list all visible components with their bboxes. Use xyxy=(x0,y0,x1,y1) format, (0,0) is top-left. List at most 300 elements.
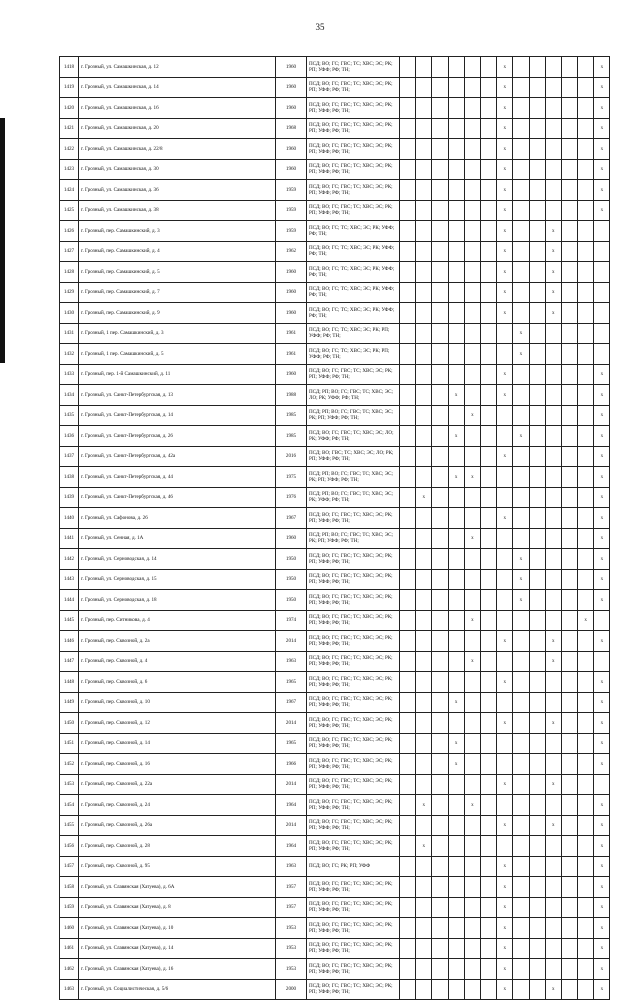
mark-cell xyxy=(464,303,480,324)
address-cell: г. Грозный, пер. Ситниковa, д. 4 xyxy=(79,610,276,631)
mark-cell xyxy=(448,241,464,262)
mark-cell: x xyxy=(497,98,513,119)
mark-cell xyxy=(497,467,513,488)
mark-cell xyxy=(480,528,496,549)
mark-cell xyxy=(464,508,480,529)
year-cell: 2016 xyxy=(276,446,307,467)
mark-cell: x xyxy=(497,139,513,160)
row-number: 1461 xyxy=(60,938,79,959)
works-cell: ПСД; ВО; ГС; ГВС; ТС; ХВС; ЭС; РК; РП; УФФ; РФ; ТН; xyxy=(307,159,400,180)
address-cell: г. Грозный, ул. Славянская (Хатуева), д. 14 xyxy=(79,938,276,959)
mark-cell xyxy=(545,836,561,857)
mark-cell: x xyxy=(594,426,610,447)
mark-cell: x xyxy=(513,549,529,570)
mark-cell xyxy=(529,426,545,447)
mark-cell: x xyxy=(513,569,529,590)
mark-cell: x xyxy=(497,959,513,980)
mark-cell: x xyxy=(594,385,610,406)
mark-cell xyxy=(513,795,529,816)
mark-cell xyxy=(497,344,513,365)
mark-cell xyxy=(480,877,496,898)
mark-cell xyxy=(513,979,529,1000)
works-cell: ПСД; ВО; ГС; ГВС; ТС; ХВС; ЭС; РК; РП; УФФ; РФ; ТН; xyxy=(307,815,400,836)
mark-cell xyxy=(448,487,464,508)
row-number: 1429 xyxy=(60,282,79,303)
mark-cell xyxy=(416,549,432,570)
mark-cell xyxy=(529,795,545,816)
mark-cell xyxy=(545,344,561,365)
mark-cell: x xyxy=(594,364,610,385)
mark-cell xyxy=(480,672,496,693)
mark-cell xyxy=(400,938,416,959)
mark-cell xyxy=(432,200,448,221)
mark-cell xyxy=(545,549,561,570)
address-cell: г. Грозный, пер. Сквозной, д. 2а xyxy=(79,631,276,652)
mark-cell xyxy=(513,713,529,734)
mark-cell xyxy=(448,918,464,939)
works-cell: ПСД; ВО; ГС; ГВС; ТС; ХВС; ЭС; РК; РП; УФФ; РФ; ТН; xyxy=(307,692,400,713)
mark-cell xyxy=(545,938,561,959)
table-row xyxy=(60,98,610,119)
mark-cell xyxy=(416,159,432,180)
mark-cell xyxy=(480,754,496,775)
mark-cell xyxy=(480,405,496,426)
mark-cell xyxy=(432,918,448,939)
mark-cell xyxy=(513,508,529,529)
mark-cell xyxy=(513,774,529,795)
year-cell: 1950 xyxy=(276,549,307,570)
mark-cell xyxy=(400,733,416,754)
mark-cell xyxy=(432,221,448,242)
mark-cell xyxy=(513,98,529,119)
mark-cell xyxy=(416,590,432,611)
mark-cell xyxy=(545,856,561,877)
mark-cell xyxy=(594,303,610,324)
mark-cell xyxy=(545,959,561,980)
mark-cell: x xyxy=(464,405,480,426)
mark-cell xyxy=(497,569,513,590)
mark-cell xyxy=(480,938,496,959)
mark-cell xyxy=(448,672,464,693)
works-cell: ПСД; ВО; ГС; ТС; ХВС; ЭС; РК; УФФ; РФ; ТН; xyxy=(307,262,400,283)
mark-cell xyxy=(400,590,416,611)
mark-cell xyxy=(545,754,561,775)
mark-cell xyxy=(432,303,448,324)
mark-cell xyxy=(464,692,480,713)
mark-cell xyxy=(448,57,464,78)
address-cell: г. Грозный, пер. Самашкинский, д. 9 xyxy=(79,303,276,324)
row-number: 1449 xyxy=(60,692,79,713)
mark-cell xyxy=(416,180,432,201)
works-cell: ПСД; ВО; ГС; ГВС; ТС; ХВС; ЭС; РК; РП; УФФ; РФ; ТН; xyxy=(307,57,400,78)
mark-cell xyxy=(529,200,545,221)
table-row xyxy=(60,979,610,1000)
mark-cell: x xyxy=(464,651,480,672)
mark-cell xyxy=(464,918,480,939)
mark-cell xyxy=(480,692,496,713)
mark-cell xyxy=(561,856,577,877)
mark-cell xyxy=(578,77,594,98)
mark-cell xyxy=(545,57,561,78)
mark-cell xyxy=(578,221,594,242)
table-row xyxy=(60,897,610,918)
year-cell: 1957 xyxy=(276,877,307,898)
mark-cell xyxy=(448,200,464,221)
mark-cell: x xyxy=(497,774,513,795)
year-cell: 1959 xyxy=(276,180,307,201)
mark-cell xyxy=(529,77,545,98)
row-number: 1445 xyxy=(60,610,79,631)
table-row xyxy=(60,590,610,611)
mark-cell xyxy=(416,692,432,713)
mark-cell xyxy=(464,200,480,221)
mark-cell xyxy=(529,241,545,262)
year-cell: 1959 xyxy=(276,200,307,221)
mark-cell xyxy=(497,590,513,611)
mark-cell xyxy=(578,180,594,201)
mark-cell xyxy=(448,959,464,980)
mark-cell xyxy=(416,672,432,693)
mark-cell: x xyxy=(594,180,610,201)
mark-cell: x xyxy=(497,672,513,693)
mark-cell xyxy=(545,897,561,918)
mark-cell xyxy=(432,549,448,570)
address-cell: г. Грозный, ул. Славянская (Хатуева), д. 16 xyxy=(79,959,276,980)
year-cell: 1950 xyxy=(276,590,307,611)
address-cell: г. Грозный, пер. Сквозной, д. 26а xyxy=(79,815,276,836)
works-cell: ПСД; ВО; ГС; ГВС; ТС; ХВС; ЭС; РК; РП; УФФ; РФ; ТН; xyxy=(307,364,400,385)
mark-cell xyxy=(432,897,448,918)
mark-cell xyxy=(400,487,416,508)
mark-cell: x xyxy=(594,200,610,221)
mark-cell xyxy=(416,938,432,959)
year-cell: 1963 xyxy=(276,651,307,672)
table-row xyxy=(60,836,610,857)
mark-cell: x xyxy=(497,631,513,652)
mark-cell xyxy=(561,877,577,898)
mark-cell xyxy=(448,323,464,344)
mark-cell xyxy=(480,344,496,365)
row-number: 1437 xyxy=(60,446,79,467)
mark-cell xyxy=(400,569,416,590)
mark-cell xyxy=(545,323,561,344)
mark-cell xyxy=(416,754,432,775)
mark-cell xyxy=(480,733,496,754)
mark-cell xyxy=(464,364,480,385)
mark-cell xyxy=(400,528,416,549)
table-row xyxy=(60,426,610,447)
mark-cell xyxy=(416,733,432,754)
address-cell: г. Грозный, пер. Сквозной, д. 22а xyxy=(79,774,276,795)
mark-cell xyxy=(400,774,416,795)
mark-cell xyxy=(432,774,448,795)
mark-cell xyxy=(529,467,545,488)
mark-cell xyxy=(578,487,594,508)
mark-cell: x xyxy=(545,221,561,242)
mark-cell xyxy=(448,303,464,324)
mark-cell xyxy=(561,528,577,549)
mark-cell xyxy=(400,508,416,529)
mark-cell xyxy=(464,323,480,344)
table-row xyxy=(60,323,610,344)
table-row xyxy=(60,692,610,713)
mark-cell xyxy=(432,856,448,877)
mark-cell xyxy=(432,610,448,631)
mark-cell xyxy=(464,385,480,406)
year-cell: 1953 xyxy=(276,918,307,939)
works-cell: ПСД; ВО; ГС; ГВС; ТС; ХВС; ЭС; РК; РП; УФФ; РФ; ТН; xyxy=(307,897,400,918)
table-row xyxy=(60,77,610,98)
mark-cell xyxy=(513,159,529,180)
mark-cell xyxy=(578,897,594,918)
table-row xyxy=(60,364,610,385)
mark-cell xyxy=(529,692,545,713)
mark-cell xyxy=(578,938,594,959)
table-row xyxy=(60,159,610,180)
year-cell: 1960 xyxy=(276,282,307,303)
mark-cell xyxy=(561,446,577,467)
address-cell: г. Грозный, ул. Санкт-Петербургская, д. 26 xyxy=(79,426,276,447)
mark-cell xyxy=(432,836,448,857)
mark-cell xyxy=(480,241,496,262)
mark-cell xyxy=(400,815,416,836)
mark-cell xyxy=(416,118,432,139)
works-cell: ПСД; ВО; ГС; ГВС; ТС; ХВС; ЭС; РК; РП; УФФ; РФ; ТН; xyxy=(307,959,400,980)
mark-cell xyxy=(545,180,561,201)
mark-cell xyxy=(480,631,496,652)
table-row xyxy=(60,795,610,816)
mark-cell xyxy=(416,262,432,283)
mark-cell: x xyxy=(594,979,610,1000)
mark-cell: x xyxy=(464,795,480,816)
mark-cell: x xyxy=(448,733,464,754)
mark-cell xyxy=(400,323,416,344)
mark-cell: x xyxy=(464,528,480,549)
mark-cell xyxy=(432,446,448,467)
mark-cell xyxy=(561,508,577,529)
mark-cell xyxy=(448,282,464,303)
mark-cell xyxy=(497,549,513,570)
mark-cell xyxy=(464,836,480,857)
mark-cell: x xyxy=(594,631,610,652)
mark-cell xyxy=(545,405,561,426)
mark-cell xyxy=(480,651,496,672)
mark-cell xyxy=(432,241,448,262)
mark-cell xyxy=(448,610,464,631)
mark-cell xyxy=(578,446,594,467)
mark-cell xyxy=(594,221,610,242)
mark-cell xyxy=(448,508,464,529)
mark-cell xyxy=(545,918,561,939)
row-number: 1457 xyxy=(60,856,79,877)
year-cell: 1960 xyxy=(276,139,307,160)
table-row xyxy=(60,221,610,242)
mark-cell xyxy=(529,754,545,775)
mark-cell xyxy=(561,139,577,160)
mark-cell xyxy=(432,713,448,734)
mark-cell xyxy=(400,344,416,365)
mark-cell: x xyxy=(594,815,610,836)
mark-cell xyxy=(529,180,545,201)
mark-cell xyxy=(480,979,496,1000)
year-cell: 1985 xyxy=(276,426,307,447)
mark-cell xyxy=(497,487,513,508)
year-cell: 1960 xyxy=(276,528,307,549)
mark-cell xyxy=(464,98,480,119)
mark-cell xyxy=(561,303,577,324)
mark-cell xyxy=(432,569,448,590)
mark-cell xyxy=(594,774,610,795)
works-cell: ПСД; РП; ВО; ГС; ГВС; ТС; ХВС; ЭС; ЛО; РК; УФФ; РФ; ТН; xyxy=(307,385,400,406)
mark-cell xyxy=(432,528,448,549)
mark-cell xyxy=(464,282,480,303)
works-cell: ПСД; ВО; ГС; РК; РП; УФФ xyxy=(307,856,400,877)
mark-cell xyxy=(513,959,529,980)
mark-cell xyxy=(432,692,448,713)
mark-cell xyxy=(480,262,496,283)
mark-cell: x xyxy=(594,795,610,816)
mark-cell xyxy=(529,979,545,1000)
mark-cell xyxy=(497,426,513,447)
mark-cell: x xyxy=(448,385,464,406)
mark-cell xyxy=(529,959,545,980)
mark-cell xyxy=(529,733,545,754)
row-number: 1451 xyxy=(60,733,79,754)
table-row xyxy=(60,774,610,795)
mark-cell xyxy=(578,774,594,795)
mark-cell xyxy=(529,323,545,344)
mark-cell xyxy=(529,651,545,672)
mark-cell xyxy=(545,692,561,713)
row-number: 1462 xyxy=(60,959,79,980)
table-row xyxy=(60,200,610,221)
mark-cell xyxy=(400,364,416,385)
mark-cell: x xyxy=(545,815,561,836)
row-number: 1455 xyxy=(60,815,79,836)
mark-cell xyxy=(497,323,513,344)
mark-cell xyxy=(432,938,448,959)
mark-cell xyxy=(480,446,496,467)
address-cell: г. Грозный, ул. Санкт-Петербургская, д. 44 xyxy=(79,467,276,488)
address-cell: г. Грозный, пер. Самашкинский, д. 7 xyxy=(79,282,276,303)
mark-cell: x xyxy=(497,262,513,283)
table-row xyxy=(60,446,610,467)
mark-cell xyxy=(513,733,529,754)
mark-cell xyxy=(529,446,545,467)
mark-cell xyxy=(464,180,480,201)
mark-cell: x xyxy=(497,118,513,139)
row-number: 1419 xyxy=(60,77,79,98)
mark-cell xyxy=(448,631,464,652)
mark-cell xyxy=(448,569,464,590)
mark-cell xyxy=(578,672,594,693)
mark-cell: x xyxy=(545,713,561,734)
mark-cell xyxy=(448,549,464,570)
address-cell: г. Грозный, ул. Санкт-Петербургская, д. 13 xyxy=(79,385,276,406)
table-row xyxy=(60,815,610,836)
address-cell: г. Грозный, пер. Сквозной, д. 24 xyxy=(79,795,276,816)
mark-cell xyxy=(480,159,496,180)
mark-cell xyxy=(480,282,496,303)
works-cell: ПСД; РП; ВО; ГС; ГВС; ТС; ХВС; ЭС; РК; РП; УФФ; РФ; ТН; xyxy=(307,467,400,488)
mark-cell xyxy=(529,815,545,836)
mark-cell xyxy=(432,385,448,406)
address-cell: г. Грозный, пер. Сквозной, д. 4 xyxy=(79,651,276,672)
mark-cell xyxy=(578,200,594,221)
mark-cell xyxy=(513,672,529,693)
year-cell: 2014 xyxy=(276,815,307,836)
mark-cell: x xyxy=(578,610,594,631)
mark-cell xyxy=(432,364,448,385)
mark-cell xyxy=(464,426,480,447)
mark-cell xyxy=(448,221,464,242)
mark-cell xyxy=(529,877,545,898)
mark-cell xyxy=(400,672,416,693)
mark-cell xyxy=(561,815,577,836)
mark-cell xyxy=(578,323,594,344)
address-cell: г. Грозный, ул. Самашкинская, д. 30 xyxy=(79,159,276,180)
mark-cell: x xyxy=(497,877,513,898)
mark-cell: x xyxy=(497,979,513,1000)
mark-cell xyxy=(464,487,480,508)
mark-cell xyxy=(416,426,432,447)
mark-cell: x xyxy=(448,692,464,713)
row-number: 1438 xyxy=(60,467,79,488)
mark-cell xyxy=(513,877,529,898)
mark-cell xyxy=(400,467,416,488)
mark-cell xyxy=(432,815,448,836)
mark-cell xyxy=(561,77,577,98)
mark-cell xyxy=(480,426,496,447)
mark-cell xyxy=(513,57,529,78)
mark-cell xyxy=(545,446,561,467)
row-number: 1460 xyxy=(60,918,79,939)
mark-cell xyxy=(400,262,416,283)
mark-cell xyxy=(480,364,496,385)
mark-cell xyxy=(561,979,577,1000)
mark-cell xyxy=(464,979,480,1000)
mark-cell: x xyxy=(594,118,610,139)
mark-cell: x xyxy=(545,651,561,672)
mark-cell xyxy=(464,754,480,775)
works-cell: ПСД; РП; ВО; ГС; ГВС; ТС; ХВС; ЭС; РК; УФФ; РФ; ТН; xyxy=(307,487,400,508)
row-number: 1456 xyxy=(60,836,79,857)
row-number: 1418 xyxy=(60,57,79,78)
mark-cell: x xyxy=(416,836,432,857)
mark-cell xyxy=(400,159,416,180)
mark-cell xyxy=(578,262,594,283)
mark-cell xyxy=(400,959,416,980)
works-cell: ПСД; ВО; ГС; ГВС; ТС; ХВС; ЭС; РК; РП; УФФ; РФ; ТН; xyxy=(307,98,400,119)
mark-cell xyxy=(513,692,529,713)
table-row xyxy=(60,282,610,303)
mark-cell xyxy=(480,856,496,877)
works-cell: ПСД; ВО; ГС; ГВС; ТС; ХВС; ЭС; РК; РП; УФФ; РФ; ТН; xyxy=(307,200,400,221)
row-number: 1434 xyxy=(60,385,79,406)
mark-cell xyxy=(480,569,496,590)
mark-cell xyxy=(594,262,610,283)
table-row xyxy=(60,856,610,877)
mark-cell xyxy=(480,200,496,221)
mark-cell: x xyxy=(497,77,513,98)
mark-cell xyxy=(400,180,416,201)
mark-cell xyxy=(464,139,480,160)
mark-cell xyxy=(545,487,561,508)
mark-cell xyxy=(578,733,594,754)
mark-cell xyxy=(497,795,513,816)
row-number: 1446 xyxy=(60,631,79,652)
mark-cell xyxy=(578,241,594,262)
